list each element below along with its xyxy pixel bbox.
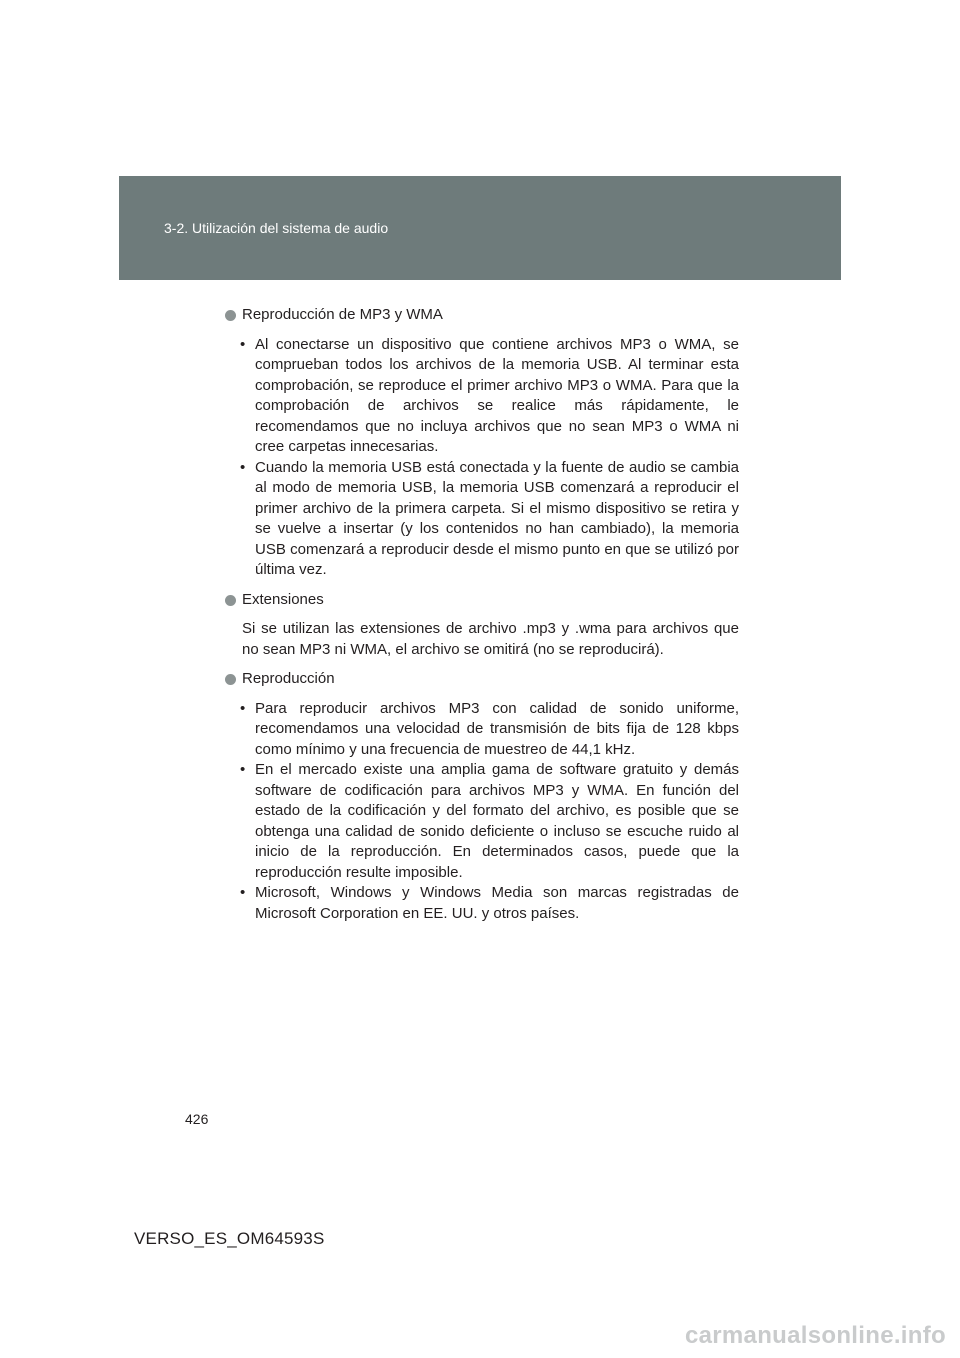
bullet-mark: •	[240, 699, 246, 717]
section-heading	[225, 590, 739, 611]
bullet-item	[225, 458, 739, 581]
bullet-item	[225, 760, 739, 883]
section-paragraph: Si se utilizan las extensiones de archivo .mp3 y .wma para archivos que no sean MP3 ni WMA, el archivo se omitirá (no se reproducirá).	[242, 620, 739, 658]
page-number: 426	[185, 1111, 209, 1127]
bullet-item	[225, 335, 739, 458]
document-code: VERSO_ES_OM64593S	[134, 1229, 325, 1248]
section-title: Reproducción	[242, 670, 335, 687]
section-heading	[225, 669, 739, 690]
bullet-text: En el mercado existe una amplia gama de software gratuito y demás software de codificación para archivos MP3 y WMA. En función del estado de la codificación y del formato del archivo, es posible que se obtenga una calidad de sonido deficiente o incluso se escuche ruido al inicio de la reproducción. En determinados casos, puede que la reproducción resulte imposible.	[255, 761, 739, 881]
filled-circle-icon	[225, 674, 236, 685]
page-content	[225, 305, 739, 933]
bullet-list	[225, 335, 739, 581]
bullet-mark: •	[240, 761, 246, 778]
bullet-text: Microsoft, Windows y Windows Media son marcas registradas de Microsoft Corporation en EE. UU. y otros países.	[255, 884, 739, 922]
bullet-text: Al conectarse un dispositivo que contiene archivos MP3 o WMA, se comprueban todos los archivos de la memoria USB. Al terminar esta comprobación, se reproduce el primer archivo MP3 o WMA. Para que la comprobación de archivos se realice más rápidamente, le recomendamos que no incluya archivos que no sean MP3 o WMA ni cree carpetas innecesarias.	[255, 335, 739, 455]
section-title: Extensiones	[242, 590, 324, 608]
filled-circle-icon	[225, 595, 236, 606]
bullet-item	[225, 883, 739, 924]
section-header-band	[119, 176, 841, 280]
bullet-mark: •	[240, 458, 246, 476]
section-header-title: 3-2. Utilización del sistema de audio	[164, 220, 389, 236]
bullet-item	[225, 699, 739, 761]
filled-circle-icon	[225, 310, 236, 321]
bullet-text: Para reproducir archivos MP3 con calidad de sonido uniforme, recomendamos una velocidad de transmisión de bits fija de 128 kbps como mínimo y una frecuencia de muestreo de 44,1 kHz.	[255, 699, 739, 758]
bullet-mark: •	[240, 335, 246, 353]
bullet-mark: •	[240, 884, 246, 901]
section-heading	[225, 305, 739, 326]
bullet-text: Cuando la memoria USB está conectada y la fuente de audio se cambia al modo de memoria USB, la memoria USB comenzará a reproducir el primer archivo de la primera carpeta. Si el mismo dispositivo se retira y se vuelve a insertar (y los contenidos no han cambiado), la memoria USB comenzará a reproducir desde el mismo punto en que se utilizó por última vez.	[255, 458, 739, 578]
bullet-list	[225, 699, 739, 925]
section-title: Reproducción de MP3 y WMA	[242, 306, 443, 323]
watermark: carmanualsonline.info	[684, 1322, 946, 1349]
